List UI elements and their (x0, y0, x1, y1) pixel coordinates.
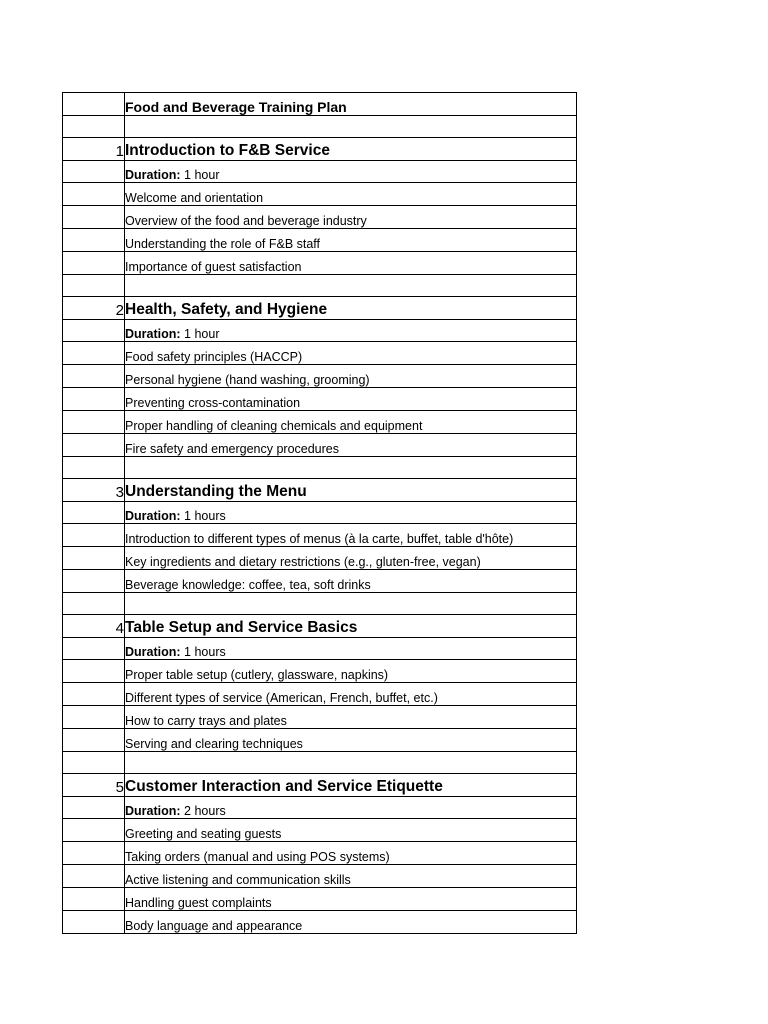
blank-number-cell (63, 275, 125, 297)
item-text: Proper table setup (cutlery, glassware, napkins) (125, 660, 577, 683)
list-item (63, 524, 577, 547)
duration-cell (125, 638, 577, 660)
blank-text-cell (125, 457, 577, 479)
blank-row (63, 457, 577, 479)
item-number-cell (63, 183, 125, 206)
list-item (63, 683, 577, 706)
item-text: Key ingredients and dietary restrictions (e.g., gluten-free, vegan) (125, 547, 577, 570)
duration-value: 1 hours (180, 509, 226, 523)
duration-number-cell (63, 797, 125, 819)
item-text: Active listening and communication skills (125, 865, 577, 888)
item-text: Greeting and seating guests (125, 819, 577, 842)
training-plan-table (62, 92, 577, 934)
duration-row (63, 638, 577, 660)
list-item (63, 911, 577, 934)
title-number-cell (63, 93, 125, 116)
list-item (63, 183, 577, 206)
item-text: Serving and clearing techniques (125, 729, 577, 752)
section-heading: Health, Safety, and Hygiene (125, 297, 577, 320)
duration-cell (125, 502, 577, 524)
item-number-cell (63, 388, 125, 411)
blank-row (63, 593, 577, 615)
duration-number-cell (63, 161, 125, 183)
duration-value: 1 hour (180, 327, 220, 341)
blank-row (63, 275, 577, 297)
item-number-cell (63, 434, 125, 457)
duration-row (63, 320, 577, 342)
duration-row (63, 797, 577, 819)
list-item (63, 729, 577, 752)
section-heading-row (63, 479, 577, 502)
duration-label: Duration: (125, 509, 181, 523)
item-number-cell (63, 706, 125, 729)
blank-text-cell (125, 275, 577, 297)
item-number-cell (63, 842, 125, 865)
section-number: 1 (63, 138, 125, 161)
blank-row (63, 752, 577, 774)
item-text: Introduction to different types of menus (à la carte, buffet, table d'hôte) (125, 524, 577, 547)
list-item (63, 842, 577, 865)
duration-number-cell (63, 320, 125, 342)
section-heading-row (63, 138, 577, 161)
section-heading: Customer Interaction and Service Etiquette (125, 774, 577, 797)
item-number-cell (63, 865, 125, 888)
title-row (63, 93, 577, 116)
item-text: Body language and appearance (125, 911, 577, 934)
duration-number-cell (63, 502, 125, 524)
duration-value: 1 hours (180, 645, 226, 659)
item-number-cell (63, 570, 125, 593)
item-text: Preventing cross-contamination (125, 388, 577, 411)
duration-label: Duration: (125, 645, 181, 659)
item-text: Different types of service (American, French, buffet, etc.) (125, 683, 577, 706)
list-item (63, 660, 577, 683)
section-heading-row (63, 615, 577, 638)
blank-number-cell (63, 457, 125, 479)
duration-value: 2 hours (180, 804, 226, 818)
item-text: Understanding the role of F&B staff (125, 229, 577, 252)
item-text: Taking orders (manual and using POS systems) (125, 842, 577, 865)
item-number-cell (63, 365, 125, 388)
list-item (63, 388, 577, 411)
item-number-cell (63, 252, 125, 275)
blank-text-cell (125, 593, 577, 615)
list-item (63, 229, 577, 252)
section-number: 4 (63, 615, 125, 638)
item-text: Fire safety and emergency procedures (125, 434, 577, 457)
duration-row (63, 502, 577, 524)
list-item (63, 888, 577, 911)
item-number-cell (63, 206, 125, 229)
section-number: 2 (63, 297, 125, 320)
item-number-cell (63, 729, 125, 752)
duration-label: Duration: (125, 168, 181, 182)
item-text: How to carry trays and plates (125, 706, 577, 729)
section-heading: Understanding the Menu (125, 479, 577, 502)
duration-cell (125, 161, 577, 183)
duration-row (63, 161, 577, 183)
item-number-cell (63, 819, 125, 842)
item-text: Proper handling of cleaning chemicals and equipment (125, 411, 577, 434)
section-heading-row (63, 774, 577, 797)
document-title: Food and Beverage Training Plan (125, 93, 577, 116)
duration-cell (125, 797, 577, 819)
section-heading: Table Setup and Service Basics (125, 615, 577, 638)
item-text: Handling guest complaints (125, 888, 577, 911)
section-heading-row (63, 297, 577, 320)
item-text: Beverage knowledge: coffee, tea, soft drinks (125, 570, 577, 593)
list-item (63, 365, 577, 388)
blank-number-cell (63, 593, 125, 615)
item-number-cell (63, 229, 125, 252)
training-plan-body (63, 93, 577, 934)
duration-label: Duration: (125, 327, 181, 341)
duration-cell (125, 320, 577, 342)
item-number-cell (63, 411, 125, 434)
blank-number-cell (63, 752, 125, 774)
blank-text-cell (125, 116, 577, 138)
section-number: 3 (63, 479, 125, 502)
list-item (63, 206, 577, 229)
list-item (63, 706, 577, 729)
item-text: Overview of the food and beverage industry (125, 206, 577, 229)
duration-value: 1 hour (180, 168, 220, 182)
blank-text-cell (125, 752, 577, 774)
item-number-cell (63, 888, 125, 911)
item-number-cell (63, 911, 125, 934)
item-text: Welcome and orientation (125, 183, 577, 206)
item-number-cell (63, 660, 125, 683)
section-heading: Introduction to F&B Service (125, 138, 577, 161)
item-text: Food safety principles (HACCP) (125, 342, 577, 365)
item-text: Personal hygiene (hand washing, grooming) (125, 365, 577, 388)
item-text: Importance of guest satisfaction (125, 252, 577, 275)
list-item (63, 865, 577, 888)
list-item (63, 434, 577, 457)
blank-row (63, 116, 577, 138)
item-number-cell (63, 683, 125, 706)
section-number: 5 (63, 774, 125, 797)
list-item (63, 819, 577, 842)
list-item (63, 570, 577, 593)
list-item (63, 411, 577, 434)
blank-number-cell (63, 116, 125, 138)
item-number-cell (63, 342, 125, 365)
duration-label: Duration: (125, 804, 181, 818)
item-number-cell (63, 524, 125, 547)
list-item (63, 547, 577, 570)
duration-number-cell (63, 638, 125, 660)
list-item (63, 252, 577, 275)
list-item (63, 342, 577, 365)
item-number-cell (63, 547, 125, 570)
